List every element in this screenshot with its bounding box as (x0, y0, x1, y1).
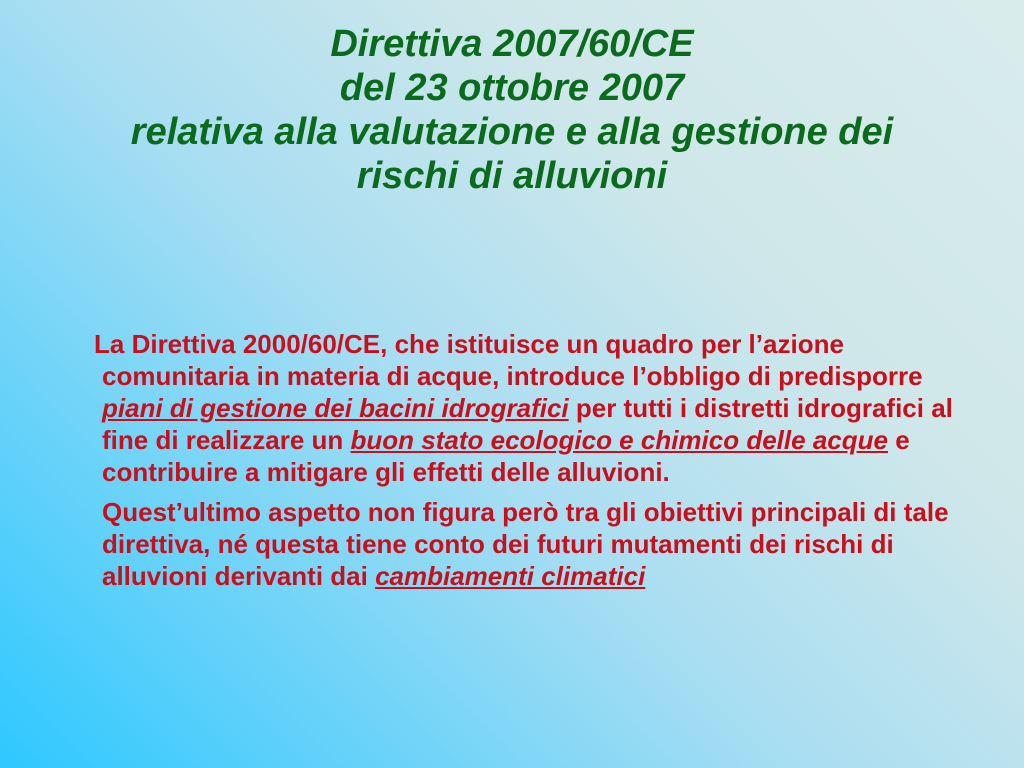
title-line-3: relativa alla valutazione e alla gestione dei (130, 111, 894, 153)
paragraph-1-text-c: e contribuire a mitigare gli effetti delle alluvioni. (102, 425, 910, 487)
link-cambiamenti-climatici[interactable]: cambiamenti climatici (375, 561, 646, 591)
paragraph-1 (94, 328, 962, 488)
paragraph-1-text-a: La Direttiva 2000/60/CE, che istituisce un quadro per l’azione comunitaria in materia di acque, introduce l’obbligo di predisporre (94, 329, 923, 391)
link-piani-gestione[interactable]: piani di gestione dei bacini idrografici (102, 393, 569, 423)
paragraph-2-text-a: Quest’ultimo aspetto non figura però tra gli obiettivi principali di tale direttiva, né questa tiene conto dei futuri mutamenti dei rischi di alluvioni derivanti dai (102, 497, 949, 591)
slide-body (94, 328, 962, 600)
title-line-1: Direttiva 2007/60/CE (330, 23, 694, 65)
paragraph-2 (102, 496, 962, 592)
paragraph-1-text-b: per tutti i distretti idrografici al fine di realizzare un (102, 393, 953, 455)
link-buon-stato[interactable]: buon stato ecologico e chimico delle acque (350, 425, 888, 455)
title-line-2: del 23 ottobre 2007 (339, 67, 685, 109)
title-line-4: rischi di alluvioni (356, 155, 668, 197)
slide-title (30, 22, 994, 198)
